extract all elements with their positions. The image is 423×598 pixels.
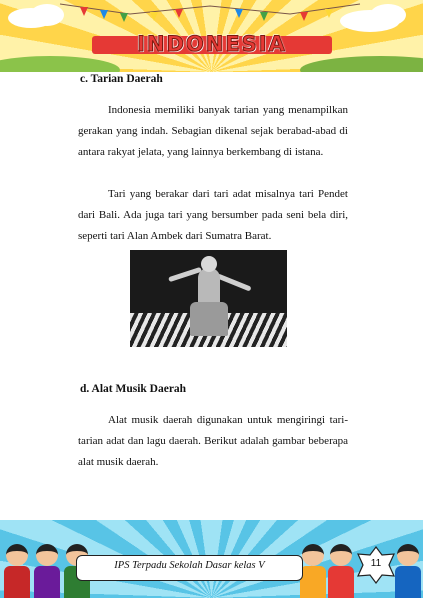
- title-ribbon-group: [92, 30, 332, 60]
- footer-caption-box: [76, 555, 303, 581]
- kid-illustration: [4, 544, 30, 598]
- dancer-photo: [130, 250, 287, 347]
- kid-illustration: [395, 544, 421, 598]
- header-banner: [0, 0, 423, 72]
- paragraph-text: Indonesia memiliki banyak tarian yang menampilkan gerakan yang indah. Sebagian dikenal sejak berabad-abad di antara rakyat jelata, yang lainnya berkembang di istana.: [78, 104, 348, 158]
- page-number-badge: [355, 546, 397, 584]
- section-heading-tarian: c. Tarian Daerah: [80, 73, 163, 85]
- kid-illustration: [300, 544, 326, 598]
- dancer-head: [201, 256, 217, 272]
- paragraph: [78, 100, 348, 163]
- kid-illustration: [34, 544, 60, 598]
- dancer-arm: [168, 267, 202, 282]
- paragraph-text: Tari yang berakar dari tari adat misalnya tari Pendet dari Bali. Ada juga tari yang bersumber pada seni bela diri, seperti tari Alan Ambek dari Sumatra Barat.: [78, 188, 348, 242]
- paragraph: [78, 410, 348, 473]
- kid-illustration: [328, 544, 354, 598]
- footer-caption: IPS Terpadu Sekolah Dasar kelas V: [114, 560, 265, 571]
- section-heading-alat-musik: d. Alat Musik Daerah: [80, 383, 187, 395]
- page-banner-title: INDONESIA: [137, 32, 287, 56]
- dancer-arm: [216, 273, 251, 291]
- page-number: 11: [370, 558, 382, 569]
- dancer-skirt: [190, 302, 228, 336]
- paragraph: [78, 184, 348, 247]
- bunting-flags: [0, 0, 423, 30]
- paragraph-text: Alat musik daerah digunakan untuk mengiringi tari-tarian adat dan lagu daerah. Berikut adalah gambar beberapa alat musik daerah.: [78, 414, 348, 468]
